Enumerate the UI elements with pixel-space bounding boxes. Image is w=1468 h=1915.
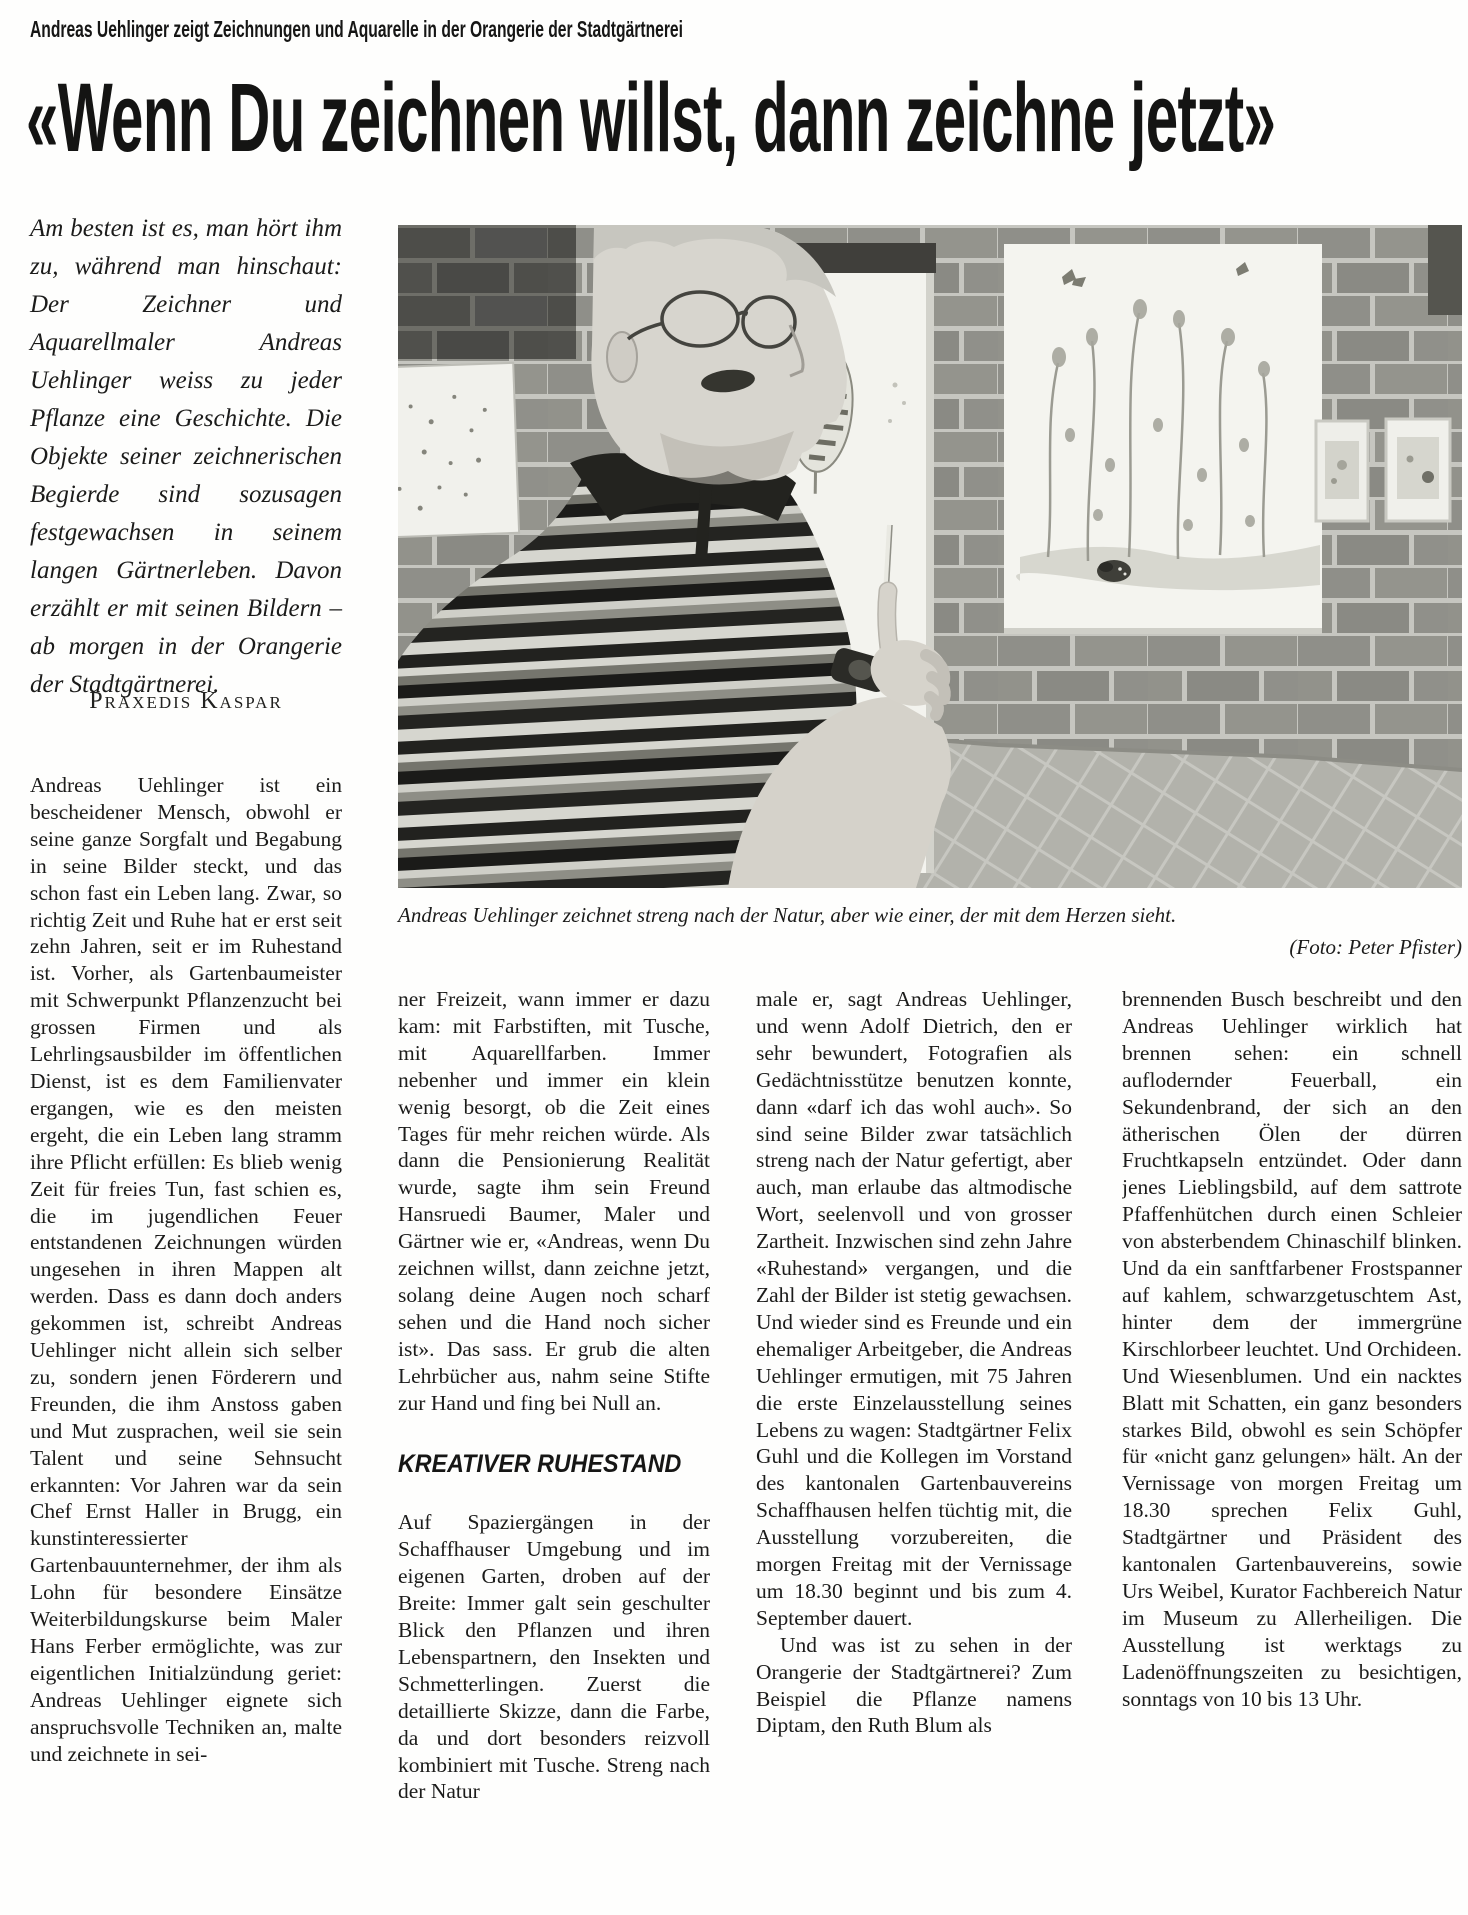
paragraph: male er, sagt Andreas Uehlinger, und wenn Adolf Dietrich, den er sehr bewundert, Fotografien als Gedächtnisstütze benutzen konnte, dann «darf ich das wohl auch». So sind seine Bilder zwar tatsächlich streng nach der Natur gefertigt, aber auch, man erlaube das altmodische Wort, seelenvoll und von grosser Zartheit. Inzwischen sind zehn Jahre «Ruhestand» vergangen, und die Zahl der Bilder ist stetig gewachsen. Und wieder sind es Freunde und ein ehemaliger Arbeitgeber, die Andreas Uehlinger ermutigen, mit 75 Jahren die erste Einzelausstellung seines Lebens zu wagen: Stadtgärtner Felix Guhl und die Kollegen im Vorstand des kantonalen Gartenbauvereins Schaffhausen helfen tüchtig mit, die Ausstellung vorzubereiten, die morgen Freitag mit der Vernissage um 18.30 beginnt und bis zum 4. September dauert.	[756, 987, 1072, 1630]
page-title: «Wenn Du zeichnen willst, dann zeichne jetzt»	[26, 63, 1276, 172]
photo-credit: (Foto: Peter Pfister)	[1289, 935, 1462, 959]
artist-head	[591, 225, 846, 485]
article-column-1	[30, 772, 342, 1902]
article-column-3	[756, 986, 1072, 1915]
paragraph: ner Freizeit, wann immer er dazu kam: mit Farbstiften, mit Tusche, mit Aquarellfarben. Immer nebenher und immer ein klein wenig besorgt, ob die Zeit eines Tages für mehr reichen würde. Als dann die Pensionierung Realität wurde, sagte ihm sein Freund Hansruedi Baumer, Maler und Gärtner wie er, «Andreas, wenn Du zeichnen willst, dann zeichne jetzt, solang deine Augen noch scharf sehen und die Hand noch sicher ist». Das sass. Er grub die alten Lehrbücher aus, nahm seine Stifte zur Hand und fing bei Null an.	[398, 987, 710, 1415]
lede-paragraph: Am besten ist es, man hört ihm zu, während man hinschaut: Der Zeichner und Aquarellmaler Andreas Uehlinger weiss zu jeder Pflanze eine Geschichte. Die Objekte seiner zeichnerischen Begierde sind sozusagen festgewachsen in seinem langen Gärtnerleben. Davon erzählt er mit seinen Bildern – ab morgen in der Orangerie der Stadtgärtnerei.	[30, 215, 342, 698]
artwork-flowers	[1004, 244, 1322, 634]
paragraph: Und was ist zu sehen in der Orangerie der Stadtgärtnerei? Zum Beispiel die Pflanze namens Diptam, den Ruth Blum als	[756, 1632, 1072, 1738]
photo-caption: Andreas Uehlinger zeichnet streng nach der Natur, aber wie einer, der mit dem Herzen sieht.	[398, 903, 1177, 927]
kicker: Andreas Uehlinger zeigt Zeichnungen und Aquarelle in der Orangerie der Stadtgärtnerei	[30, 16, 683, 42]
article-photo-illustration	[398, 225, 1462, 888]
article-column-2	[398, 986, 710, 1915]
paragraph: Auf Spaziergängen in der Schaffhauser Umgebung und im eigenen Garten, droben auf der Breite: Immer galt sein geschulter Blick den Pflanzen und ihren Lebenspartnern, den Insekten und Schmetterlingen. Zuerst die detaillierte Skizze, dann die Farbe, da und dort besonders reizvoll kombiniert mit Tusche. Streng nach der Natur	[398, 1510, 710, 1804]
paragraph: Andreas Uehlinger ist ein bescheidener Mensch, obwohl er seine ganze Sorgfalt und Begabung in seine Bilder steckt, und das schon fast ein Leben lang. Zwar, so richtig Zeit und Ruhe hat er erst seit zehn Jahren, seit er im Ruhestand ist. Vorher, als Gartenbaumeister mit Schwerpunkt Pflanzenzucht bei grossen Firmen und als Lehrlingsausbilder im öffentlichen Dienst, ist es dem Familienvater ergangen, wie es den meisten ergeht, die ein Leben lang stramm ihre Pflicht erfüllen: Es blieb wenig Zeit für freies Tun, fast schien es, die im jugendlichen Feuer entstandenen Zeichnungen würden ungesehen in ihren Mappen alt werden. Dass es dann doch anders gekommen ist, schreibt Andreas Uehlinger nicht allein sich selber zu, sondern jenen Förderern und Freunden, die ihm Anstoss gaben und Mut zusprachen, weil sie sein Talent und seine Sehnsucht erkannten: Vor Jahren war da sein Chef Ernst Haller in Brugg, ein kunstinteressierter Gartenbauunternehmer, der ihm als Lohn für besondere Einsätze Weiterbildungskurse beim Maler Hans Ferber ermöglichte, was zur eigentlichen Initialzündung geriet: Andreas Uehlinger eignete sich anspruchsvolle Techniken an, malte und zeichnete in sei-	[30, 773, 342, 1766]
butterfly-drawing	[1097, 560, 1131, 582]
section-subhead: KREATIVER RUHESTAND	[398, 1449, 682, 1478]
article-photo	[398, 225, 1462, 888]
artwork-left	[398, 363, 519, 537]
paragraph: brennenden Busch beschreibt und den Andreas Uehlinger wirklich hat brennen sehen: ein schnell auflodernder Feuerball, ein Sekundenbrand, der sich an den ätherischen Ölen der dürren Fruchtkapseln entzündet. Oder dann jenes Lieblingsbild, auf dem sattrote Pfaffenhütchen durch einen Schleier von absterbendem Chinaschilf blinken. Und da ein sanftfarbener Frostspanner auf kahlem, schwarzgetuschtem Ast, hinter dem der immergrüne Kirschlorbeer leuchtet. Und Orchideen. Und Wiesenblumen. Und ein nacktes Blatt mit Schatten, ein ganz besonders starkes Bild, obwohl es sein Schöpfer für «nicht ganz gelungen» hält. An der Vernissage von morgen Freitag um 18.30 sprechen Felix Guhl, Stadtgärtner und Präsident des kantonalen Gartenbauvereins, sowie Urs Weibel, Kurator Fachbereich Natur im Museum zu Allerheiligen. Die Ausstellung ist werktags zu Ladenöffnungszeiten zu besichtigen, sonntags von 10 bis 13 Uhr.	[1122, 987, 1462, 1711]
article-column-4	[1122, 986, 1462, 1915]
byline: Praxedis Kaspar	[89, 688, 283, 714]
